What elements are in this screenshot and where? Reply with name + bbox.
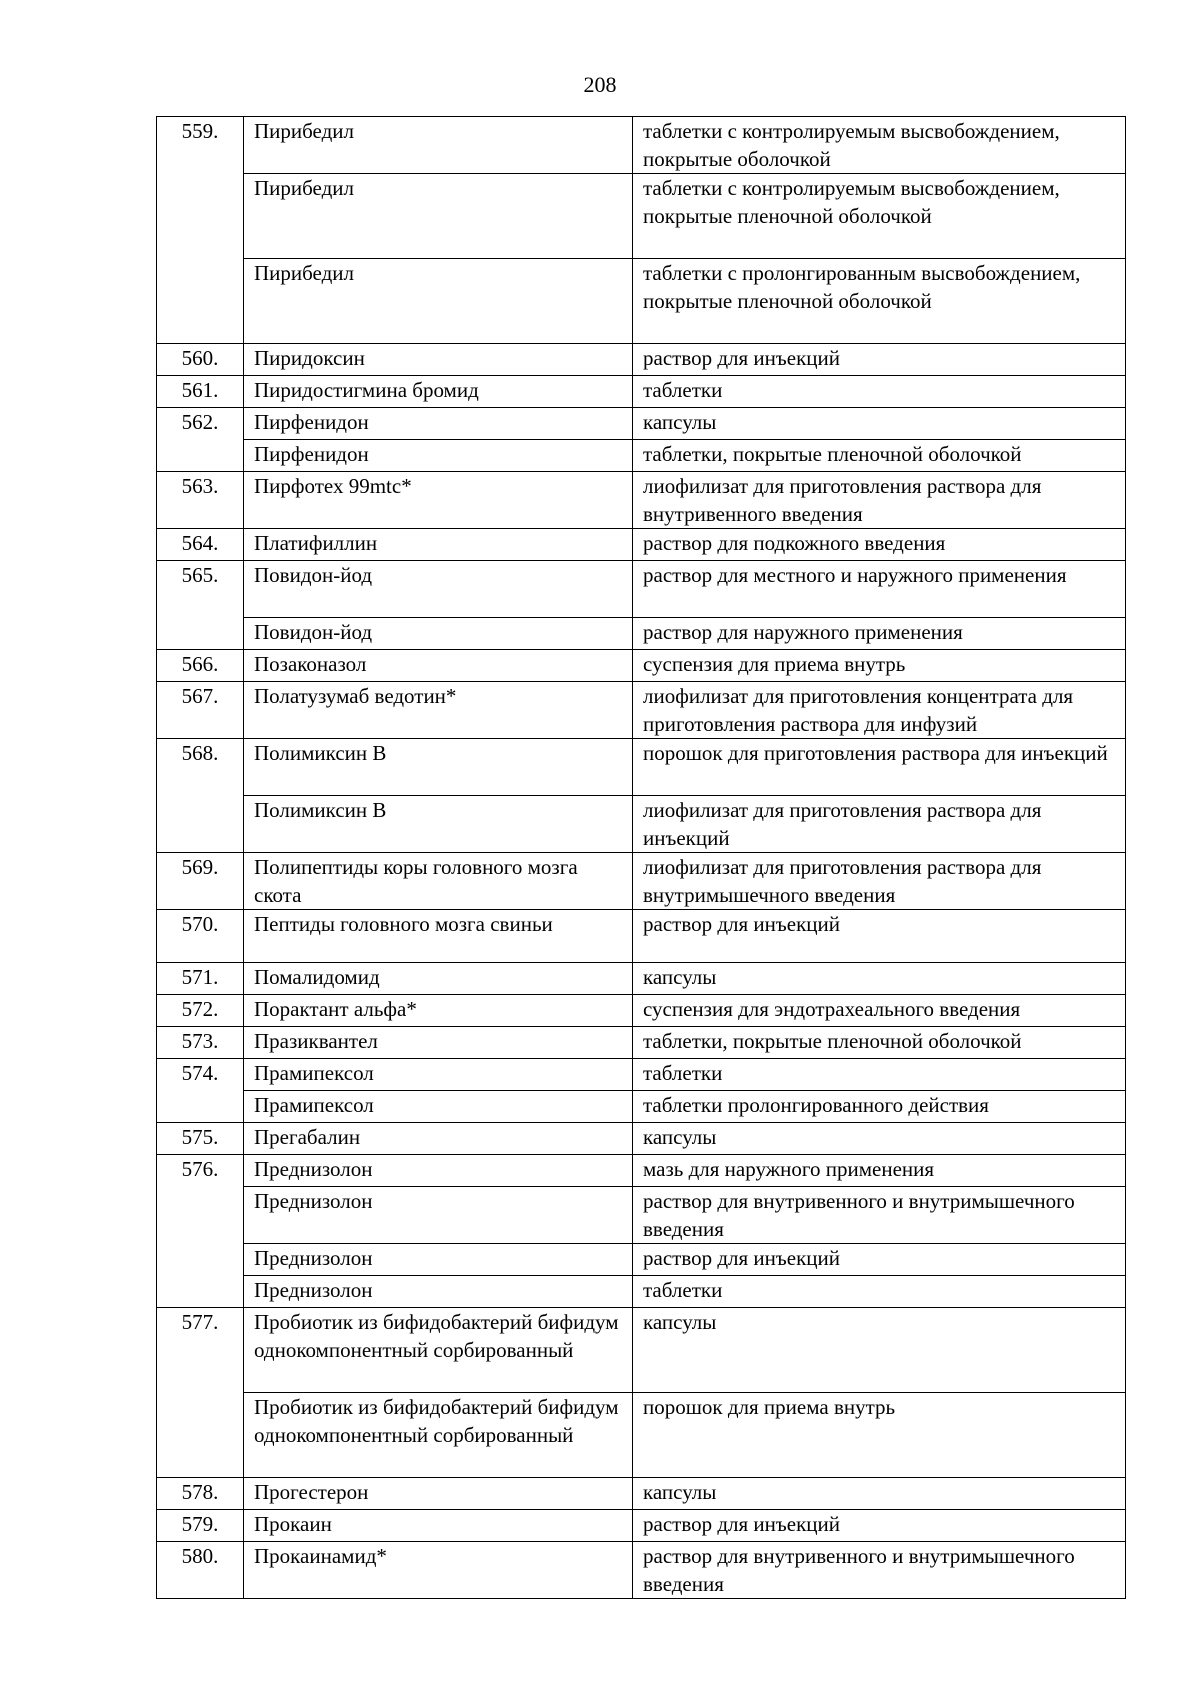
row-number-cell: 575. — [157, 1123, 244, 1155]
table-row — [157, 910, 1126, 963]
row-number-cell: 577. — [157, 1308, 244, 1478]
dosage-form-cell: лиофилизат для приготовления концентрата для приготовления раствора для инфузий — [633, 682, 1126, 739]
drug-name-cell: Прокаинамид* — [244, 1542, 633, 1599]
table-row — [157, 1478, 1126, 1510]
table-row — [157, 440, 1126, 472]
drug-name-cell: Пирфенидон — [244, 408, 633, 440]
table-row — [157, 995, 1126, 1027]
drug-name-cell: Прегабалин — [244, 1123, 633, 1155]
table-row — [157, 1308, 1126, 1393]
dosage-form-cell: лиофилизат для приготовления раствора для инъекций — [633, 796, 1126, 853]
drug-name-cell: Пирфотех 99mtc* — [244, 472, 633, 529]
drug-name-cell: Прамипексол — [244, 1091, 633, 1123]
row-number-cell: 561. — [157, 376, 244, 408]
table-row — [157, 408, 1126, 440]
table-row — [157, 1187, 1126, 1244]
table-row — [157, 1155, 1126, 1187]
dosage-form-cell: капсулы — [633, 1308, 1126, 1393]
drug-name-cell: Преднизолон — [244, 1155, 633, 1187]
drug-name-cell: Прамипексол — [244, 1059, 633, 1091]
table-row — [157, 682, 1126, 739]
table-row — [157, 650, 1126, 682]
drug-name-cell: Позаконазол — [244, 650, 633, 682]
dosage-form-cell: раствор для инъекций — [633, 1244, 1126, 1276]
table-row — [157, 1091, 1126, 1123]
row-number-cell: 579. — [157, 1510, 244, 1542]
dosage-form-cell: мазь для наружного применения — [633, 1155, 1126, 1187]
drug-name-cell: Пробиотик из бифидобактерий бифидум однокомпонентный сорбированный — [244, 1393, 633, 1478]
dosage-form-cell: раствор для внутривенного и внутримышечного введения — [633, 1542, 1126, 1599]
dosage-form-cell: раствор для местного и наружного применения — [633, 561, 1126, 618]
drug-name-cell: Пирибедил — [244, 117, 633, 174]
table-row — [157, 561, 1126, 618]
row-number-cell: 566. — [157, 650, 244, 682]
drug-name-cell: Пирибедил — [244, 174, 633, 259]
table-row — [157, 1244, 1126, 1276]
row-number-cell: 573. — [157, 1027, 244, 1059]
dosage-form-cell: порошок для приготовления раствора для инъекций — [633, 739, 1126, 796]
dosage-form-cell: капсулы — [633, 408, 1126, 440]
drug-name-cell: Прогестерон — [244, 1478, 633, 1510]
dosage-form-cell: капсулы — [633, 963, 1126, 995]
dosage-form-cell: раствор для инъекций — [633, 344, 1126, 376]
dosage-form-cell: таблетки — [633, 1276, 1126, 1308]
dosage-form-cell: таблетки, покрытые пленочной оболочкой — [633, 1027, 1126, 1059]
drug-name-cell: Полипептиды коры головного мозга скота — [244, 853, 633, 910]
table-row — [157, 1027, 1126, 1059]
dosage-form-cell: таблетки, покрытые пленочной оболочкой — [633, 440, 1126, 472]
dosage-form-cell: таблетки с контролируемым высвобождением, покрытые оболочкой — [633, 117, 1126, 174]
dosage-form-cell: порошок для приема внутрь — [633, 1393, 1126, 1478]
drug-name-cell: Полимиксин В — [244, 796, 633, 853]
table-row — [157, 344, 1126, 376]
dosage-form-cell: суспензия для эндотрахеального введения — [633, 995, 1126, 1027]
drug-name-cell: Полимиксин В — [244, 739, 633, 796]
drug-name-cell: Преднизолон — [244, 1276, 633, 1308]
dosage-form-cell: таблетки — [633, 376, 1126, 408]
table-row — [157, 1542, 1126, 1599]
table-row — [157, 618, 1126, 650]
row-number-cell: 569. — [157, 853, 244, 910]
row-number-cell: 559. — [157, 117, 244, 344]
drug-name-cell: Помалидомид — [244, 963, 633, 995]
row-number-cell: 576. — [157, 1155, 244, 1308]
drug-name-cell: Пиридоксин — [244, 344, 633, 376]
table-row — [157, 259, 1126, 344]
drug-name-cell: Порактант альфа* — [244, 995, 633, 1027]
table-row — [157, 1393, 1126, 1478]
drug-name-cell: Преднизолон — [244, 1244, 633, 1276]
drug-name-cell: Пирибедил — [244, 259, 633, 344]
table-row — [157, 376, 1126, 408]
dosage-form-cell: лиофилизат для приготовления раствора для внутривенного введения — [633, 472, 1126, 529]
page-number: 208 — [583, 72, 617, 97]
dosage-form-cell: таблетки пролонгированного действия — [633, 1091, 1126, 1123]
row-number-cell: 580. — [157, 1542, 244, 1599]
table-row — [157, 1510, 1126, 1542]
medication-table-body — [157, 117, 1126, 1599]
table-row — [157, 739, 1126, 796]
row-number-cell: 578. — [157, 1478, 244, 1510]
table-row — [157, 1059, 1126, 1091]
table-row — [157, 796, 1126, 853]
dosage-form-cell: раствор для наружного применения — [633, 618, 1126, 650]
drug-name-cell: Платифиллин — [244, 529, 633, 561]
row-number-cell: 571. — [157, 963, 244, 995]
drug-name-cell: Прокаин — [244, 1510, 633, 1542]
table-row — [157, 1123, 1126, 1155]
table-row — [157, 174, 1126, 259]
drug-name-cell: Пиридостигмина бромид — [244, 376, 633, 408]
dosage-form-cell: раствор для инъекций — [633, 1510, 1126, 1542]
row-number-cell: 564. — [157, 529, 244, 561]
row-number-cell: 574. — [157, 1059, 244, 1123]
row-number-cell: 568. — [157, 739, 244, 853]
drug-name-cell: Пирфенидон — [244, 440, 633, 472]
dosage-form-cell: раствор для внутривенного и внутримышечного введения — [633, 1187, 1126, 1244]
drug-name-cell: Повидон-йод — [244, 618, 633, 650]
drug-name-cell: Празиквантел — [244, 1027, 633, 1059]
dosage-form-cell: капсулы — [633, 1478, 1126, 1510]
table-row — [157, 963, 1126, 995]
dosage-form-cell: раствор для инъекций — [633, 910, 1126, 963]
medication-table — [156, 116, 1126, 1599]
drug-name-cell: Повидон-йод — [244, 561, 633, 618]
drug-name-cell: Полатузумаб ведотин* — [244, 682, 633, 739]
row-number-cell: 572. — [157, 995, 244, 1027]
row-number-cell: 570. — [157, 910, 244, 963]
row-number-cell: 565. — [157, 561, 244, 650]
row-number-cell: 562. — [157, 408, 244, 472]
dosage-form-cell: раствор для подкожного введения — [633, 529, 1126, 561]
dosage-form-cell: суспензия для приема внутрь — [633, 650, 1126, 682]
dosage-form-cell: капсулы — [633, 1123, 1126, 1155]
row-number-cell: 563. — [157, 472, 244, 529]
dosage-form-cell: таблетки с контролируемым высвобождением, покрытые пленочной оболочкой — [633, 174, 1126, 259]
row-number-cell: 560. — [157, 344, 244, 376]
table-row — [157, 853, 1126, 910]
table-row — [157, 529, 1126, 561]
drug-name-cell: Пептиды головного мозга свиньи — [244, 910, 633, 963]
table-row — [157, 1276, 1126, 1308]
dosage-form-cell: лиофилизат для приготовления раствора для внутримышечного введения — [633, 853, 1126, 910]
table-row — [157, 472, 1126, 529]
dosage-form-cell: таблетки — [633, 1059, 1126, 1091]
drug-name-cell: Преднизолон — [244, 1187, 633, 1244]
dosage-form-cell: таблетки с пролонгированным высвобождением, покрытые пленочной оболочкой — [633, 259, 1126, 344]
drug-name-cell: Пробиотик из бифидобактерий бифидум однокомпонентный сорбированный — [244, 1308, 633, 1393]
row-number-cell: 567. — [157, 682, 244, 739]
table-row — [157, 117, 1126, 174]
